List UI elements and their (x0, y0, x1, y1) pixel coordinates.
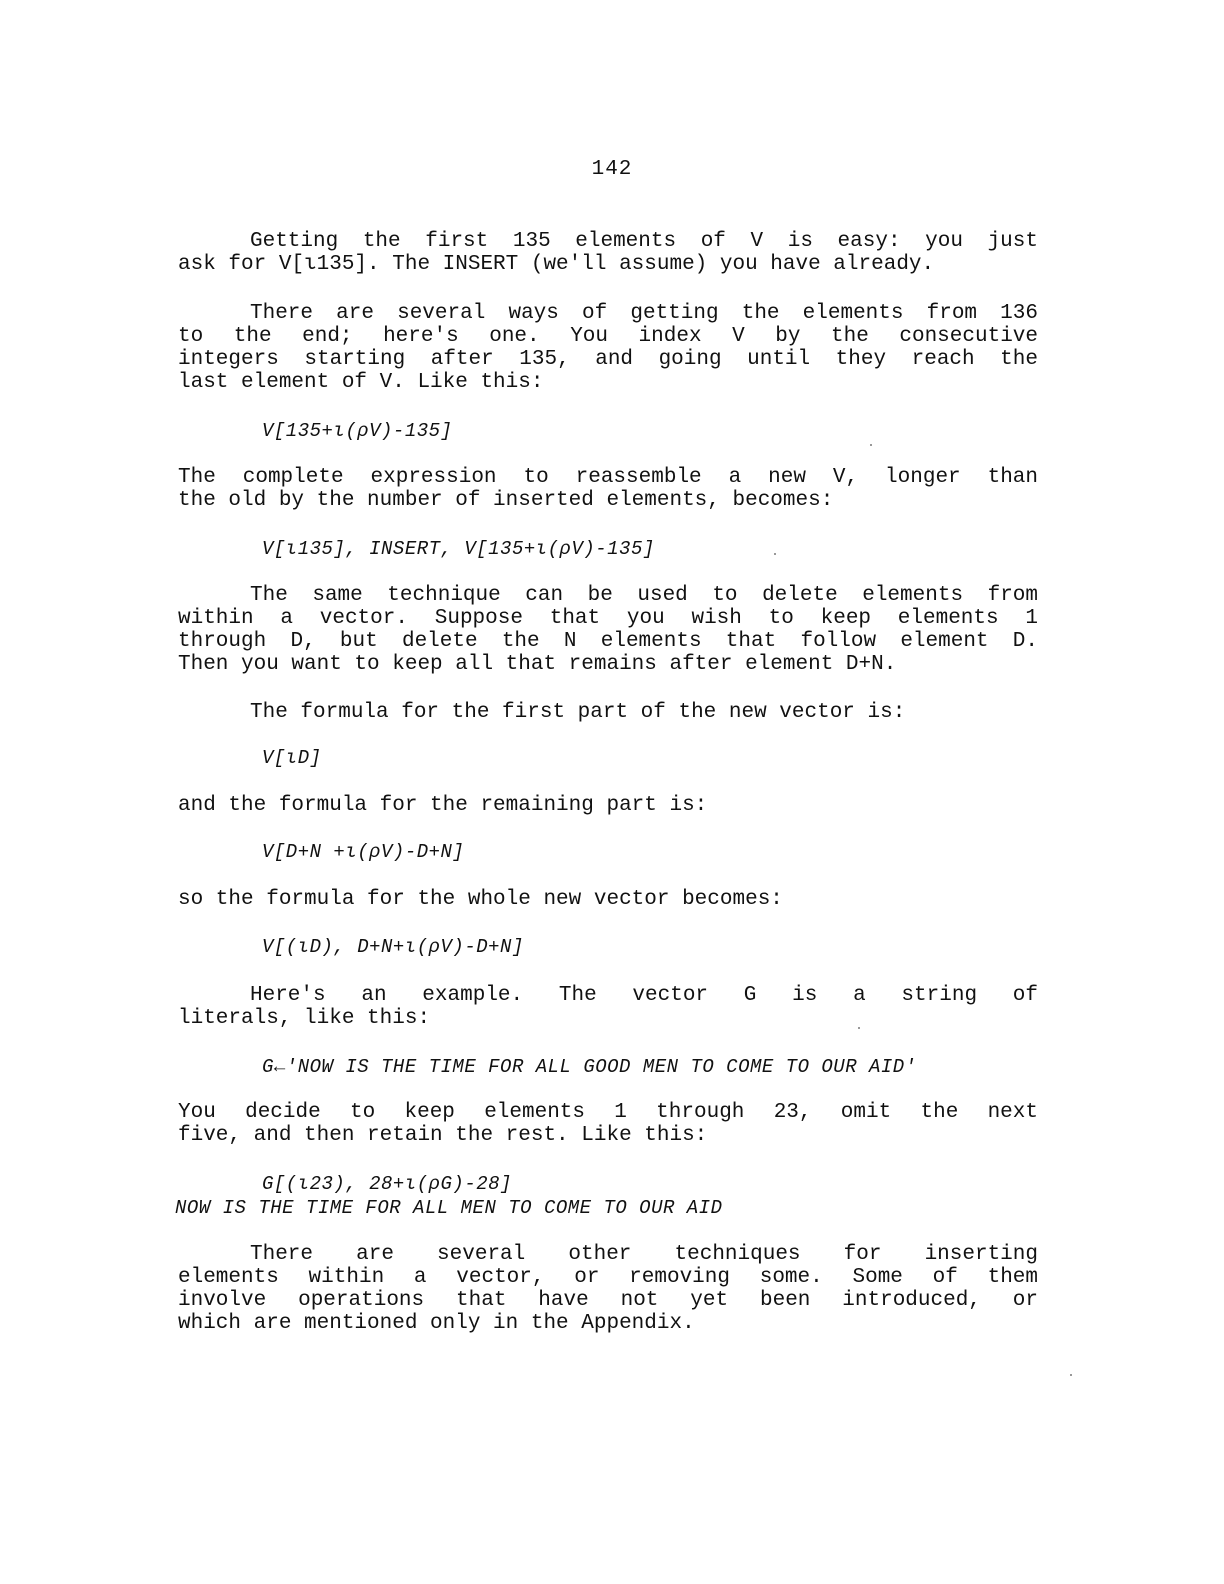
paragraph-4 (178, 584, 1038, 676)
paragraph-8 (178, 984, 1038, 1030)
scan-speck (1070, 1374, 1072, 1376)
code-line-7: G[(ι23), 28+ι(ρG)-28] (262, 1173, 512, 1195)
paragraph-line: so the formula for the whole new vector becomes: (178, 888, 783, 911)
paragraph-line: You decide to keep elements 1 through 23, omit the next (178, 1101, 1038, 1124)
paragraph-line: The same technique can be used to delete elements from (250, 584, 1038, 607)
paragraph-line: ask for V[ι135]. The INSERT (we'll assume) you have already. (178, 253, 935, 276)
paragraph-1 (178, 230, 1038, 276)
code-line-3: V[ιD] (262, 747, 322, 769)
page-number: 142 (591, 158, 633, 181)
paragraph-2 (178, 302, 1038, 394)
paragraph-line: involve operations that have not yet been introduced, or (178, 1289, 1038, 1312)
paragraph-line: five, and then retain the rest. Like this: (178, 1124, 708, 1147)
paragraph-line: The complete expression to reassemble a new V, longer than (178, 466, 1038, 489)
paragraph-line: which are mentioned only in the Appendix. (178, 1312, 695, 1335)
paragraph-line: There are several ways of getting the elements from 136 (250, 302, 1038, 325)
paragraph-line: literals, like this: (178, 1007, 431, 1030)
paragraph-line: within a vector. Suppose that you wish to keep elements 1 (178, 607, 1038, 630)
code-line-1: V[135+ι(ρV)-135] (262, 420, 453, 442)
paragraph-line: and the formula for the remaining part is: (178, 794, 708, 817)
paragraph-line: There are several other techniques for inserting (250, 1243, 1038, 1266)
paragraph-line: integers starting after 135, and going until they reach the (178, 348, 1038, 371)
scan-speck (870, 444, 872, 446)
paragraph-3 (178, 466, 1038, 512)
paragraph-line: Here's an example. The vector G is a string of (250, 984, 1038, 1007)
paragraph-line: Getting the first 135 elements of V is easy: you just (250, 230, 1038, 253)
paragraph-line: to the end; here's one. You index V by the consecutive (178, 325, 1038, 348)
paragraph-line: The formula for the first part of the new vector is: (250, 701, 906, 724)
paragraph-line: through D, but delete the N elements that follow element D. (178, 630, 1038, 653)
code-line-5: V[(ιD), D+N+ι(ρV)-D+N] (262, 936, 524, 958)
paragraph-6 (178, 794, 1038, 817)
code-line-4: V[D+N +ι(ρV)-D+N] (262, 841, 465, 863)
paragraph-line: last element of V. Like this: (178, 371, 544, 394)
scan-speck (858, 1027, 860, 1029)
code-output-line: NOW IS THE TIME FOR ALL MEN TO COME TO OUR AID (175, 1197, 723, 1219)
scan-speck (774, 553, 776, 555)
paragraph-10 (178, 1243, 1038, 1335)
paragraph-5 (178, 701, 1038, 724)
paragraph-line: elements within a vector, or removing some. Some of them (178, 1266, 1038, 1289)
paragraph-9 (178, 1101, 1038, 1147)
code-line-2: V[ι135], INSERT, V[135+ι(ρV)-135] (262, 538, 655, 560)
code-line-6: G←'NOW IS THE TIME FOR ALL GOOD MEN TO COME TO OUR AID' (262, 1056, 917, 1078)
paragraph-line: Then you want to keep all that remains after element D+N. (178, 653, 897, 676)
paragraph-line: the old by the number of inserted elements, becomes: (178, 489, 834, 512)
paragraph-7 (178, 888, 1038, 911)
